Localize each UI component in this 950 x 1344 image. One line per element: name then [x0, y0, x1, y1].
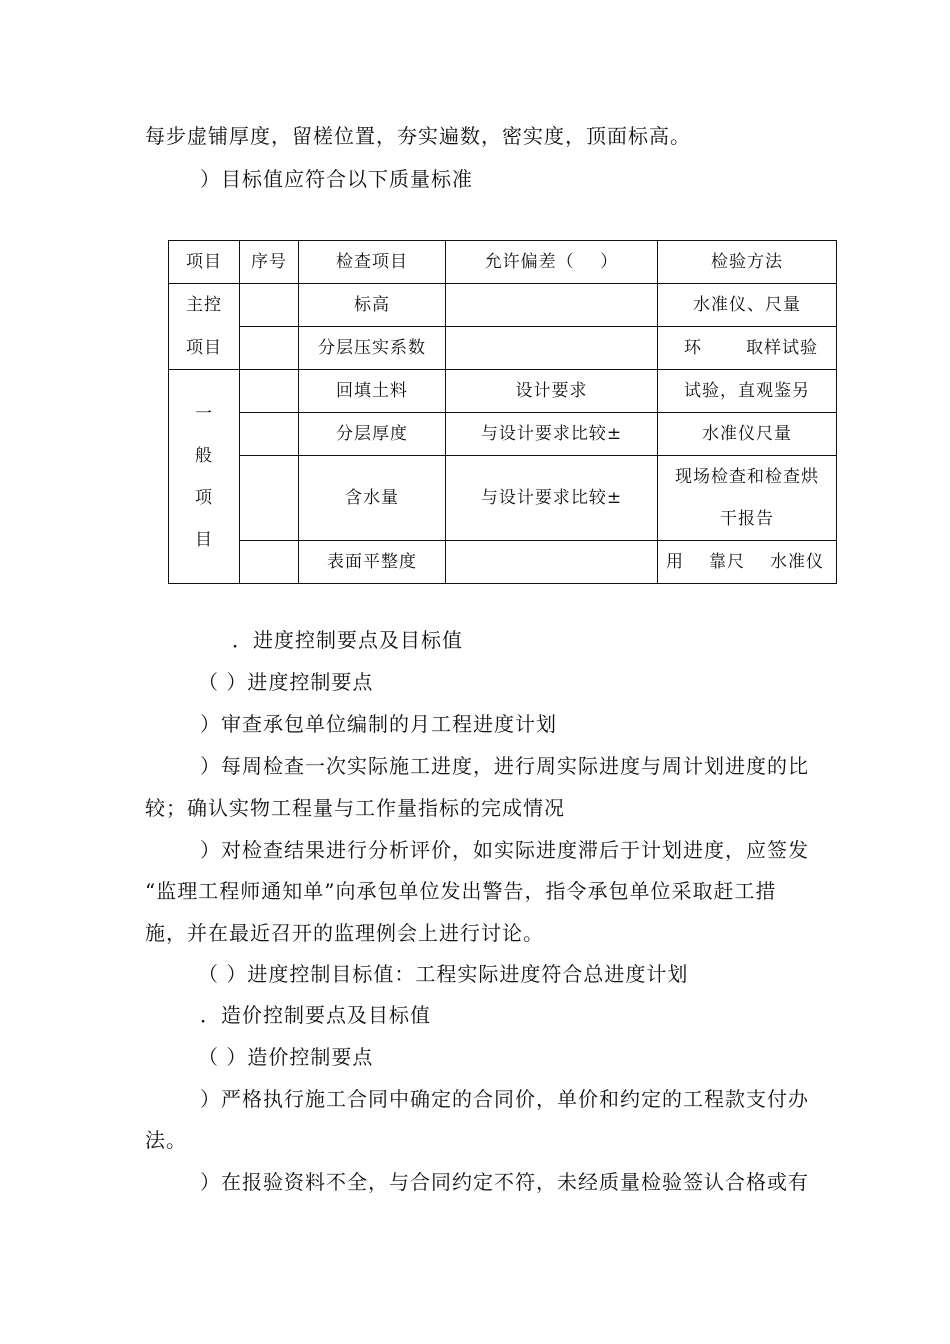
- tolerance-cell: [446, 284, 658, 327]
- seq-cell: [240, 456, 299, 541]
- method-line: 干报告: [720, 509, 774, 529]
- paragraph-7-line-2: “监理工程师通知单”向承包单位发出警告，指令承包单位采取赶工措: [145, 879, 777, 903]
- main-group-label-2: 项目: [169, 327, 240, 370]
- paragraph-5: ）审查承包单位编制的月工程进度计划: [200, 712, 557, 736]
- header-check-item: 检查项目: [299, 241, 446, 284]
- main-group-label-1: 主控: [169, 284, 240, 327]
- seq-cell: [240, 370, 299, 413]
- tolerance-cell: [446, 541, 658, 584]
- check-cell: 标高: [299, 284, 446, 327]
- method-part: 靠尺: [709, 552, 745, 572]
- paragraph-12: ）在报验资料不全，与合同约定不符，未经质量检验签认合格或有: [200, 1170, 809, 1194]
- paragraph-8: （ ）进度控制目标值：工程实际进度符合总进度计划: [198, 962, 689, 986]
- table-row: [169, 327, 837, 370]
- method-cell: 试验，直观鉴另: [658, 370, 837, 413]
- method-cell: [658, 327, 837, 370]
- general-char: 目: [195, 529, 213, 550]
- check-cell: 表面平整度: [299, 541, 446, 584]
- check-cell: 分层压实系数: [299, 327, 446, 370]
- general-char: 项: [195, 487, 213, 508]
- paragraph-4: （ ）进度控制要点: [198, 670, 374, 694]
- header-method: 检验方法: [658, 241, 837, 284]
- paragraph-10: （ ）造价控制要点: [198, 1045, 374, 1069]
- method-part: 取样试验: [746, 338, 818, 358]
- table-header-row: [169, 241, 837, 284]
- seq-cell: [240, 327, 299, 370]
- general-char: 一: [195, 403, 213, 424]
- tolerance-cell: 与设计要求比较±: [446, 456, 658, 541]
- table-row: [169, 413, 837, 456]
- method-line: 现场检查和检查烘: [675, 467, 819, 487]
- header-tolerance: 允许偏差（ ）: [446, 241, 658, 284]
- paragraph-2: ）目标值应符合以下质量标准: [200, 167, 473, 191]
- paragraph-9: ．造价控制要点及目标值: [200, 1003, 431, 1027]
- tolerance-cell: 与设计要求比较±: [446, 413, 658, 456]
- method-cell: [658, 456, 837, 541]
- seq-cell: [240, 413, 299, 456]
- method-part: 水准仪: [770, 552, 824, 572]
- header-item: 项目: [169, 241, 240, 284]
- tolerance-cell: 设计要求: [446, 370, 658, 413]
- paragraph-6-line-1: ）每周检查一次实际施工进度，进行周实际进度与周计划进度的比: [200, 754, 809, 778]
- paragraph-7-line-1: ）对检查结果进行分析评价，如实际进度滞后于计划进度，应签发: [200, 838, 809, 862]
- tolerance-cell: [446, 327, 658, 370]
- table-row: [169, 284, 837, 327]
- method-cell: [658, 541, 837, 584]
- table-row: [169, 541, 837, 584]
- general-char: 般: [195, 445, 213, 466]
- table-row: [169, 456, 837, 541]
- header-seq: 序号: [240, 241, 299, 284]
- paragraph-7-line-3: 施，并在最近召开的监理例会上进行讨论。: [145, 921, 544, 945]
- check-cell: 含水量: [299, 456, 446, 541]
- seq-cell: [240, 284, 299, 327]
- method-part: 用: [666, 552, 684, 572]
- general-group-label: [169, 370, 240, 584]
- paragraph-1: 每步虚铺厚度，留槎位置，夯实遍数，密实度，顶面标高。: [145, 124, 691, 148]
- method-cell: 水准仪、尺量: [658, 284, 837, 327]
- check-cell: 回填土料: [299, 370, 446, 413]
- paragraph-11-line-2: 法。: [145, 1128, 187, 1152]
- quality-standard-table: [168, 240, 837, 584]
- table-row: [169, 370, 837, 413]
- method-part: 环: [684, 338, 702, 358]
- paragraph-11-line-1: ）严格执行施工合同中确定的合同价，单价和约定的工程款支付办: [200, 1087, 809, 1111]
- paragraph-3: ．进度控制要点及目标值: [232, 628, 463, 652]
- paragraph-6-line-2: 较；确认实物工程量与工作量指标的完成情况: [145, 796, 565, 820]
- check-cell: 分层厚度: [299, 413, 446, 456]
- method-cell: 水准仪尺量: [658, 413, 837, 456]
- seq-cell: [240, 541, 299, 584]
